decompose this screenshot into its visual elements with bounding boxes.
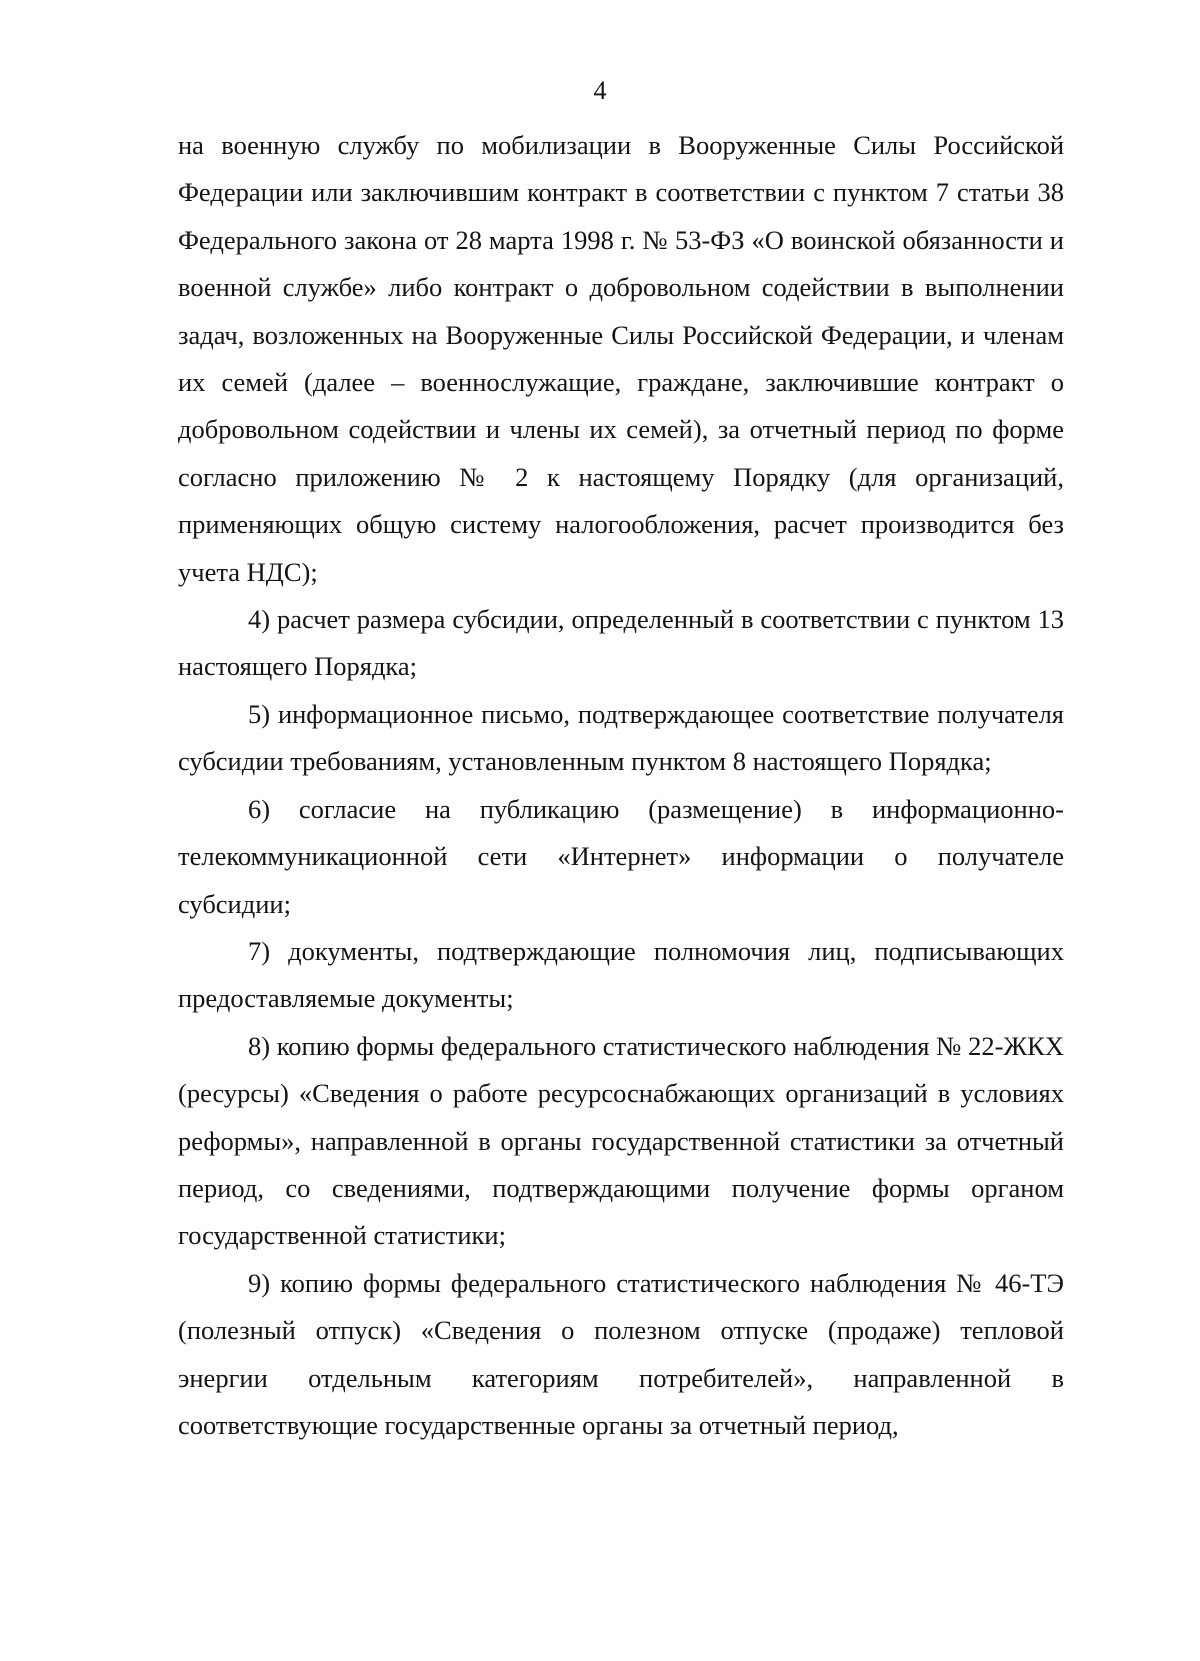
paragraph-item-4: 4) расчет размера субсидии, определенный в соответствии с пунктом 13 настоящего Порядка; bbox=[178, 604, 1064, 682]
paragraph-continuation: на военную службу по мобилизации в Вооруженные Силы Российской Федерации или заключившим контракт в соответствии с пунктом 7 статьи 38 Федерального закона от 28 марта 1998 г. № 53-ФЗ «О воинской обязанности и военной службе» либо контракт о добровольном содействии в выполнении задач, возложенных на Вооруженные Силы Российской Федерации, и членам их семей (далее – военнослужащие, граждане, заключившие контракт о добровольном содействии и члены их семей), за отчетный период по форме согласно приложению № 2 к настоящему Порядку (для организаций, применяющих общую систему налогообложения, расчет производится без учета НДС); bbox=[178, 130, 1064, 587]
paragraph-item-9: 9) копию формы федерального статистического наблюдения № 46-ТЭ (полезный отпуск) «Сведения о полезном отпуске (продаже) тепловой энергии отдельным категориям потребителей», направленной в соответствующие государственные органы за отчетный период, bbox=[178, 1267, 1064, 1440]
page-number: 4 bbox=[593, 76, 607, 105]
paragraph-item-6: 6) согласие на публикацию (размещение) в информационно-телекоммуникационной сети «Интернет» информации о получателе субсидии; bbox=[178, 793, 1064, 919]
document-body bbox=[178, 122, 1064, 1449]
paragraph-item-5: 5) информационное письмо, подтверждающее соответствие получателя субсидии требованиям, установленным пунктом 8 настоящего Порядка; bbox=[178, 698, 1064, 777]
paragraph-item-8: 8) копию формы федерального статистического наблюдения № 22-ЖКХ (ресурсы) «Сведения о работе ресурсоснабжающих организаций в условиях реформы», направленной в органы государственной статистики за отчетный период, со сведениями, подтверждающими получение формы органом государственной статистики; bbox=[178, 1030, 1064, 1251]
paragraph-item-7: 7) документы, подтверждающие полномочия лиц, подписывающих предоставляемые документы; bbox=[178, 935, 1064, 1014]
